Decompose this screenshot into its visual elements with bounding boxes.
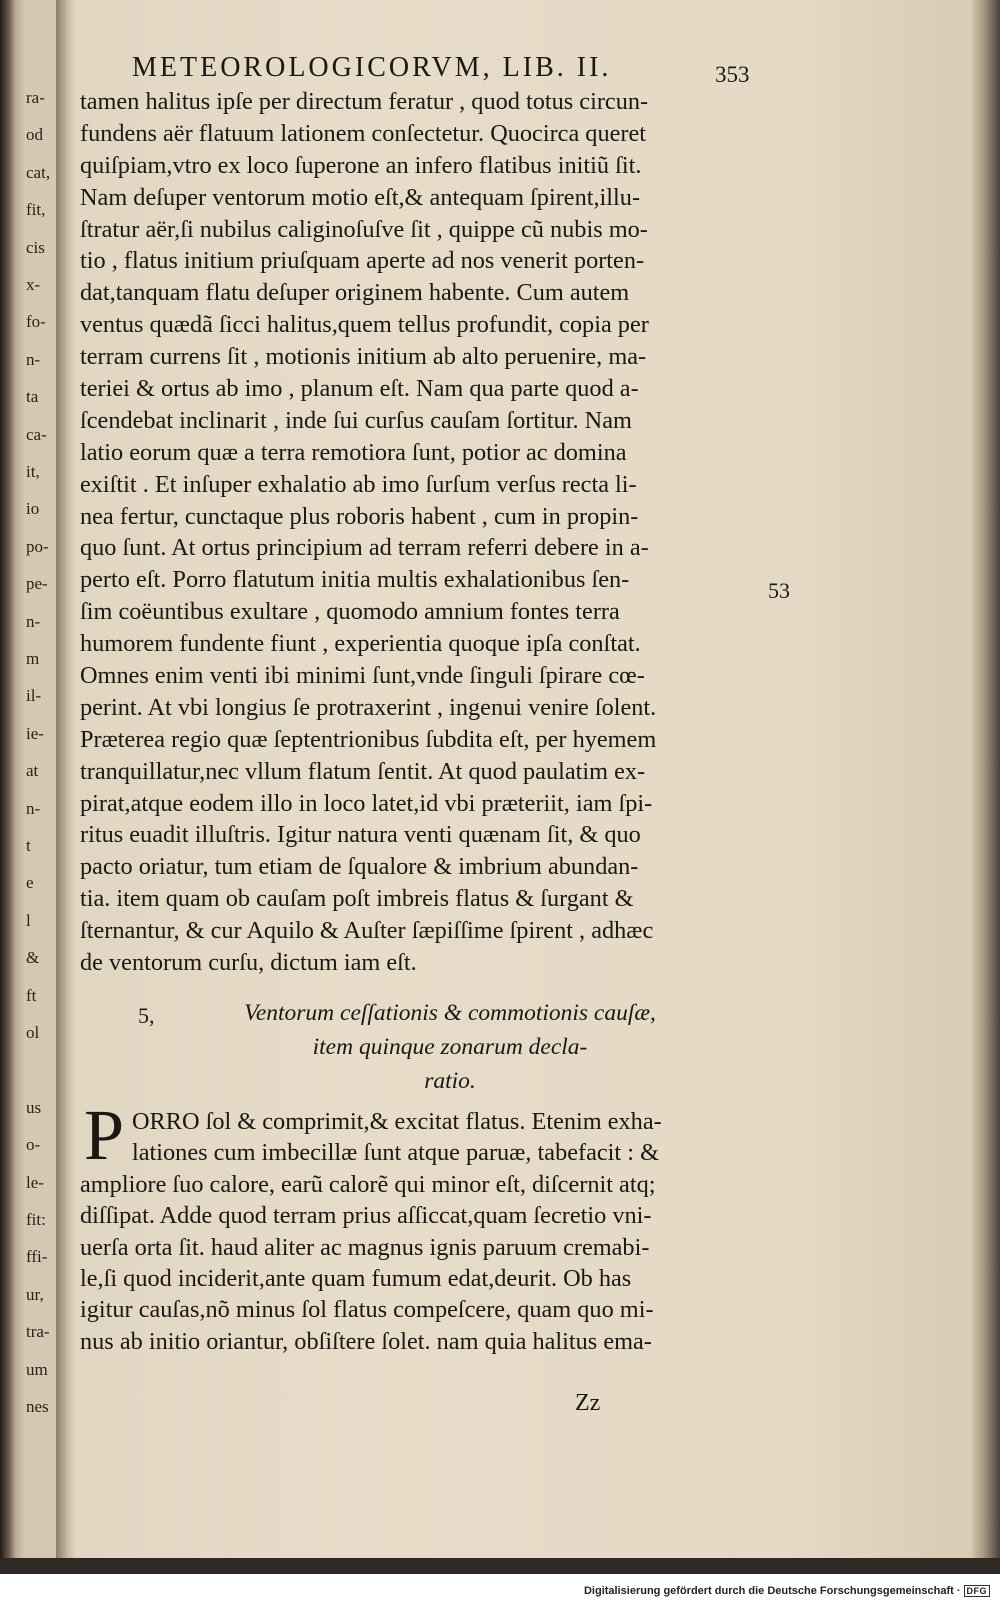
text-line: ventus quædã ſicci halitus,quem tellus profundit, copia per <box>80 311 649 339</box>
paragraph-2 <box>80 1106 770 1357</box>
text-line: teriei & ortus ab imo , planum eſt. Nam qua parte quod a- <box>80 375 639 403</box>
gutter-shadow <box>56 0 76 1558</box>
text-line: tamen halitus ipſe per directum feratur , quod totus circun- <box>80 88 649 115</box>
text-line: perint. At vbi longius ſe protraxerint , ingenui venire ſolent. <box>80 693 657 721</box>
facing-page-fragment: io <box>26 499 40 519</box>
facing-page-fragment: t <box>26 836 31 855</box>
text-line: quo ſunt. At ortus principium ad terram referri debere in a- <box>80 534 649 562</box>
page-number: 353 <box>715 62 750 87</box>
facing-page-fragment: pe- <box>26 574 48 594</box>
facing-page-fragment: us <box>26 1097 42 1117</box>
facing-page-fragment: cis <box>26 237 45 257</box>
text-line: Omnes enim venti ibi minimi ſunt,vnde ſinguli ſpirare cœ- <box>80 662 645 690</box>
paragraph-1 <box>80 86 770 979</box>
facing-page-fragment: um <box>26 1359 48 1379</box>
text-line: ORRO ſol & comprimit,& excitat flatus. Etenim exha- <box>132 1108 662 1135</box>
text-line: ſcendebat inclinarit , inde ſui curſus cauſam ſortitur. Nam <box>80 406 632 434</box>
text-line: lationes cum imbecillæ ſunt atque paruæ, tabefacit : & <box>132 1139 659 1167</box>
text-line: de ventorum curſu, dictum iam eſt. <box>80 949 417 977</box>
text-line: exiſtit . Et inſuper exhalatio ab imo ſurſum verſus recta li- <box>80 470 637 498</box>
facing-page-margin <box>26 0 56 1558</box>
drop-cap-initial: P <box>84 1095 125 1175</box>
facing-page-fragment: m <box>26 649 40 668</box>
facing-page-fragment: cat, <box>26 162 51 182</box>
text-line: ſternantur, & cur Aquilo & Auſter ſæpiſſime ſpirent , adhæc <box>80 917 654 945</box>
facing-page-fragment: ca- <box>26 424 47 444</box>
text-line: diſſipat. Adde quod terram prius aſſiccat,quam ſecretio vni- <box>80 1202 652 1230</box>
facing-page-fragment: od <box>26 125 43 145</box>
text-line: pacto oriatur, tum etiam de ſqualore & imbrium abundan- <box>80 853 639 881</box>
facing-page-fragment: ta <box>26 387 39 407</box>
facing-page-fragment: ft <box>26 985 37 1005</box>
margin-note-number: 53 <box>768 578 790 603</box>
text-line: perto eſt. Porro flatutum initia multis exhalationibus ſen- <box>80 566 630 594</box>
facing-page-fragment: n- <box>26 611 41 631</box>
text-line: ſim coëuntibus exultare , quomodo amnium fontes terra <box>80 598 620 626</box>
text-line: item quinque zonarum decla- <box>312 1034 588 1060</box>
facing-page-fragment: n- <box>26 798 41 818</box>
catchword-signature: Zz <box>575 1390 601 1416</box>
text-line: igitur cauſas,nõ minus ſol flatus compeſcere, quam quo mi- <box>80 1296 654 1324</box>
text-line: le,ſi quod inciderit,ante quam fumum edat,deurit. Ob has <box>80 1264 632 1292</box>
facing-page-fragment: fit: <box>26 1210 46 1229</box>
text-line: tia. item quam ob cauſam poſt imbreis flatus & ſurgant & <box>80 885 634 913</box>
section-title <box>180 996 720 1098</box>
facing-page-fragment: ffi- <box>26 1247 48 1267</box>
text-line: pirat,atque eodem illo in loco latet,id vbi præteriit, iam ſpi- <box>80 789 653 817</box>
facing-page-fragment: & <box>26 948 40 968</box>
credit-text: Digitalisierung gefördert durch die Deutsche Forschungsgemeinschaft · <box>583 1585 961 1597</box>
digitization-credit <box>584 1585 990 1597</box>
facing-page-fragment: n- <box>26 349 41 369</box>
text-line: latio eorum quæ a terra remotiora ſunt, potior ac domina <box>80 438 627 466</box>
text-line: ratio. <box>424 1068 476 1094</box>
facing-page-fragment: ie- <box>26 723 44 743</box>
facing-page-fragment: ur, <box>26 1284 44 1304</box>
facing-page-fragment: le- <box>26 1172 44 1192</box>
text-line: quiſpiam,vtro ex loco ſuperone an infero flatibus initiũ ſit. <box>80 151 642 179</box>
facing-page-fragment: at <box>26 761 39 781</box>
facing-page-fragment: it, <box>26 462 40 481</box>
facing-page-fragment: e <box>26 873 34 893</box>
text-line: Ventorum ceſſationis & commotionis cauſæ, <box>244 1000 656 1026</box>
facing-page-fragment: x- <box>26 275 41 294</box>
facing-page-fragment: o- <box>26 1135 41 1155</box>
facing-page-fragment: l <box>26 910 31 930</box>
facing-page-fragment: ra- <box>26 88 45 107</box>
facing-page-fragment: ol <box>26 1023 40 1042</box>
text-line: fundens aër flatuum lationem conſectetur. Quocirca queret <box>80 119 647 147</box>
text-line: uerſa orta ſit. haud aliter ac magnus ignis paruum cremabi- <box>80 1233 650 1261</box>
dfg-logo: DFG <box>964 1585 991 1597</box>
facing-page-fragment: tra- <box>26 1322 50 1342</box>
text-line: tio , flatus initium priuſquam aperte ad nos venerit porten- <box>80 247 645 275</box>
text-line: terram currens ſit , motionis initium ab alto peruenire, ma- <box>80 343 647 371</box>
text-line: Nam deſuper ventorum motio eſt,& antequam ſpirent,illu- <box>80 183 641 211</box>
section-number: 5, <box>138 1003 155 1028</box>
facing-page-fragment: po- <box>26 536 49 556</box>
text-line: ſtratur aër,ſi nubilus caliginoſuſve ſit , quippe cũ nubis mo- <box>80 215 648 243</box>
facing-page-fragment: il- <box>26 686 42 706</box>
scan-bottom-edge <box>0 1558 1000 1574</box>
facing-page-fragment: fit, <box>26 200 46 220</box>
text-line: ampliore ſuo calore, earũ calorẽ qui minor eſt, diſcernit atq; <box>80 1170 656 1198</box>
text-line: dat,tanquam flatu deſuper originem habente. Cum autem <box>80 279 630 307</box>
facing-page-fragment: fo- <box>26 312 46 332</box>
text-line: nea fertur, cunctaque plus roboris habent , cum in propin- <box>80 502 639 530</box>
text-line: humorem fundente fiunt , experientia quoque ipſa conſtat. <box>80 630 641 658</box>
facing-page-fragment: nes <box>26 1397 49 1416</box>
book-right-edge <box>972 0 1000 1558</box>
footer-band <box>0 1558 1000 1601</box>
text-line: nus ab initio oriantur, obſiſtere ſolet. nam quia halitus ema- <box>80 1327 652 1355</box>
text-line: Præterea regio quæ ſeptentrionibus ſubdita eſt, per hyemem <box>80 725 657 753</box>
book-left-edge <box>0 0 26 1558</box>
running-head: METEOROLOGICORVM, LIB. II. <box>132 52 612 83</box>
text-line: ritus euadit illuſtris. Igitur natura venti quænam ſit, & quo <box>80 821 641 849</box>
text-line: tranquillatur,nec vllum flatum ſentit. At quod paulatim ex- <box>80 757 646 785</box>
